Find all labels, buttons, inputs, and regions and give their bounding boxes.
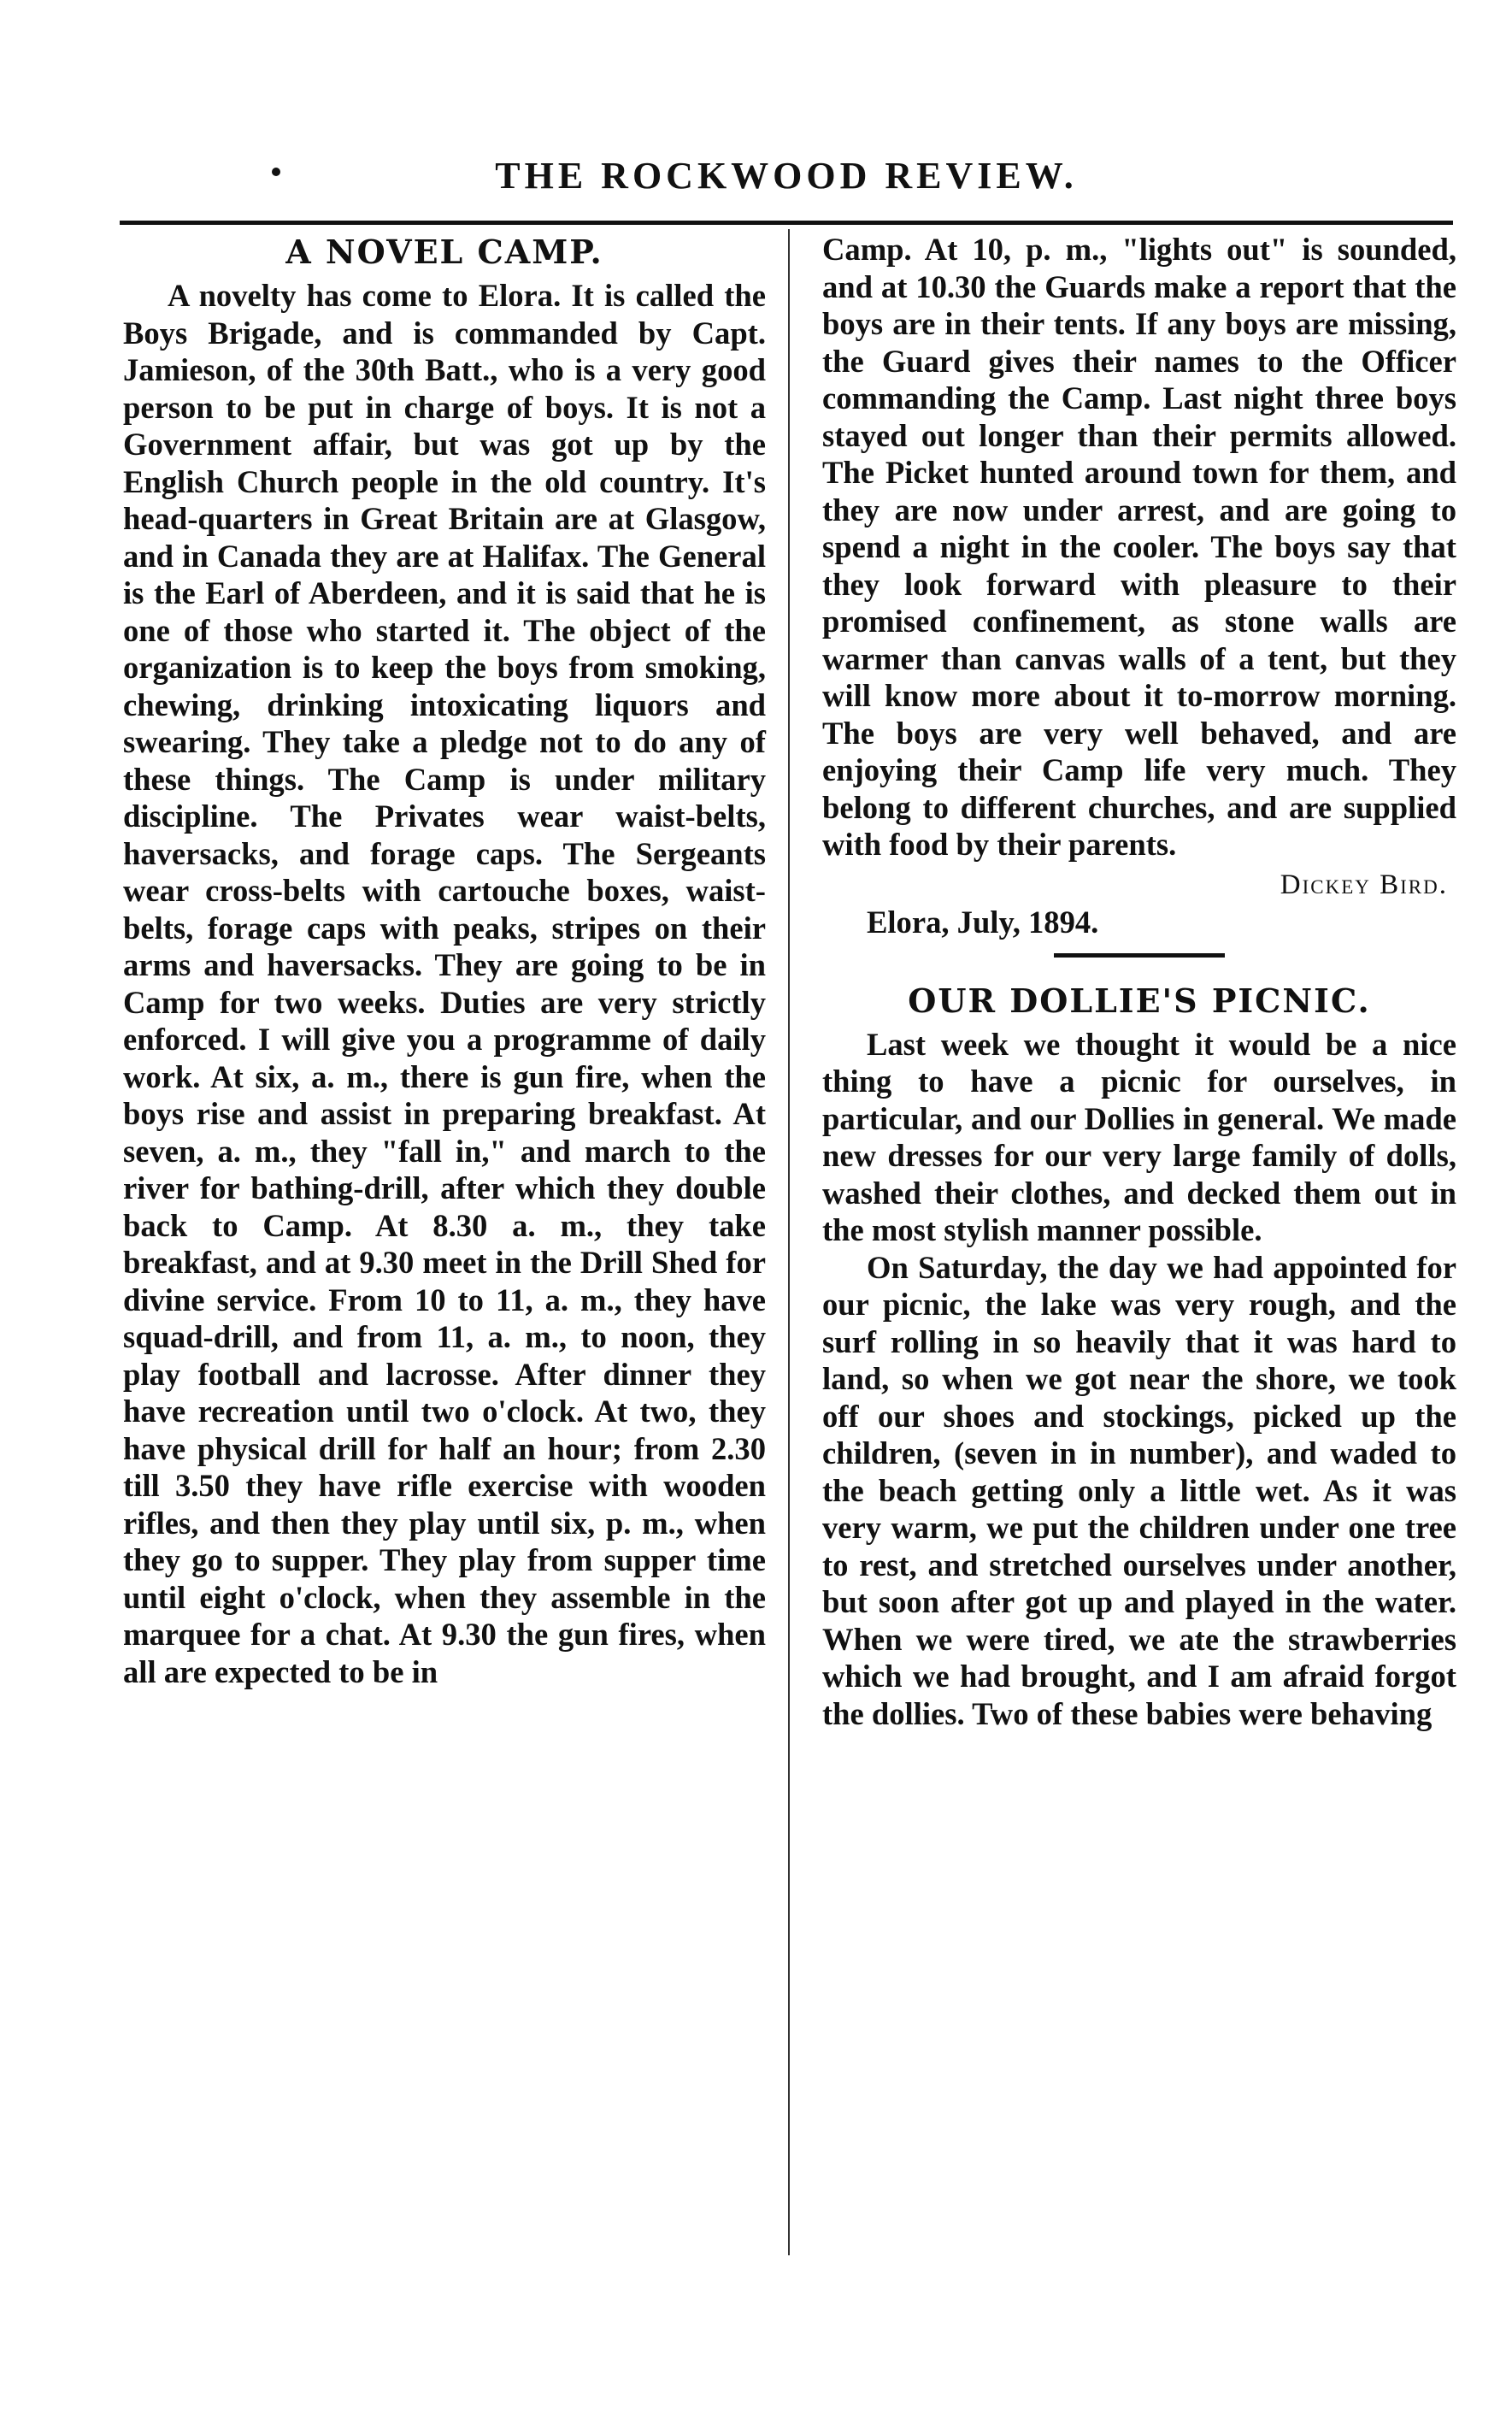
article-separator <box>1054 953 1225 958</box>
article-body-novel-camp-part1: A novelty has come to Elora. It is called the Boys Brigade, and is commanded by Capt. Jamieson, of the 30th Batt., who is a very good person to be put in charge of boys. It is not a Government affair, but was got up by the English Church people in the old country. It's head-quarters in Great Britain are at Glasgow, and in Canada they are at Halifax. The General is the Earl of Aberdeen, and it is said that he is one of those who started it. The object of the organization is to keep the boys from smoking, chewing, drinking intoxicating liquors and swearing. They take a pledge not to do any of these things. The Camp is under military discipline. The Privates wear waist-belts, haversacks, and forage caps. The Sergeants wear cross-belts with cartouche boxes, waist-belts, forage caps with peaks, stripes on their arms and haversacks. They are going to be in Camp for two weeks. Duties are very strictly enforced. I will give you a programme of daily work. At six, a. m., there is gun fire, when the boys rise and assist in preparing breakfast. At seven, a. m., they "fall in," and march to the river for bathing-drill, after which they double back to Camp. At 8.30 a. m., they take breakfast, and at 9.30 meet in the Drill Shed for divine service. From 10 to 11, a. m., they have squad-drill, and from 11, a. m., to noon, they play football and lacrosse. After dinner they have recreation until two o'clock. At two, they have physical drill for half an hour; from 2.30 till 3.50 they have rifle exercise with wooden rifles, and then they play until six, p. m., when they go to supper. They play from supper time until eight o'clock, when they assemble in the marquee for a chat. At 9.30 the gun fires, when all are expected to be in <box>123 278 766 1689</box>
article-body-novel-camp-part2: Camp. At 10, p. m., "lights out" is sounded, and at 10.30 the Guards make a report that the boys are in their tents. If any boys are missing, the Guard gives their names to the Officer commanding the Camp. Last night three boys stayed out longer than their permits allowed. The Picket hunted around town for them, and they are now under arrest, and are going to spend a night in the cooler. The boys say that they look forward with pleasure to their promised confinement, as stone walls are warmer than canvas walls of a tent, but they will know more about it to-morrow morning. The boys are very well behaved, and are enjoying their Camp life very much. They belong to different churches, and are supplied with food by their parents. <box>822 232 1456 862</box>
left-column <box>123 231 766 1690</box>
right-column <box>822 231 1456 1732</box>
header-rule <box>120 221 1453 225</box>
column-divider <box>788 229 790 2255</box>
article-paragraph-1: Last week we thought it would be a nice thing to have a picnic for ourselves, in particular, and our Dollies in general. We made new dresses for our very large family of dolls, washed their clothes, and decked them out in the most stylish manner possible. <box>822 1026 1456 1247</box>
article-dateline: Elora, July, 1894. <box>867 905 1099 940</box>
article-title-dollies-picnic: OUR DOLLIE'S PICNIC. <box>908 981 1371 1020</box>
page-header: THE ROCKWOOD REVIEW. <box>495 155 1078 197</box>
article-title-novel-camp: A NOVEL CAMP. <box>285 233 603 271</box>
article-paragraph-2: On Saturday, the day we had appointed for our picnic, the lake was very rough, and the surf rolling in so heavily that it was hard to land, so when we got near the shore, we took off our shoes and stockings, picked up the children, (seven in in number), and waded to the beach getting only a little wet. As it was very warm, we put the children under one tree to rest, and stretched ourselves under another, but soon after got up and played in the water. When we were tired, we ate the strawberries which we had brought, and I am afraid forgot the dollies. Two of these babies were behaving <box>822 1249 1456 1731</box>
article-signature: Dickey Bird. <box>1280 869 1448 900</box>
